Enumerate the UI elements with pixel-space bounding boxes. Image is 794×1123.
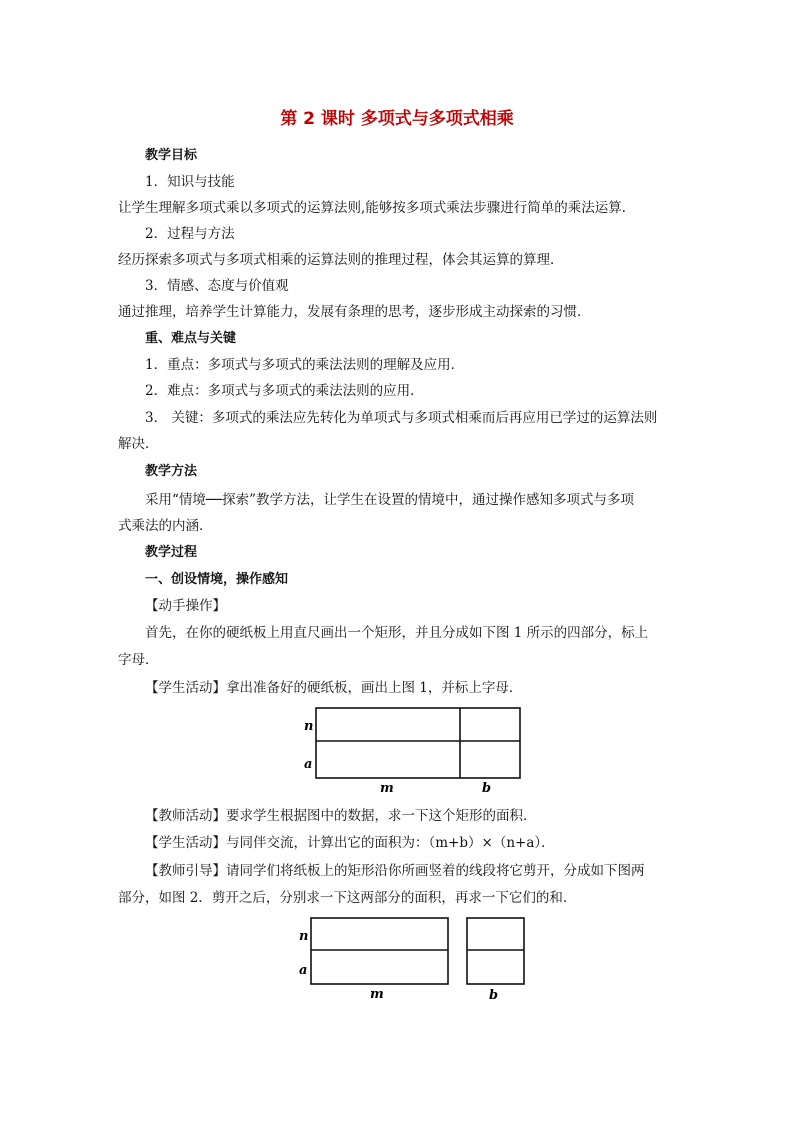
fig2-right-rect bbox=[467, 918, 524, 984]
teacher-guide-cont: 部分，如图 2．剪开之后，分别求一下这两部分的面积，再求一下它们的和． bbox=[118, 890, 577, 906]
student-activity-2: 【学生活动】与同伴交流，计算出它的面积为：（m+b）×（n+a）． bbox=[145, 835, 555, 851]
fig1-label-b: b bbox=[482, 781, 492, 796]
key-point-1: 1．重点：多项式与多项式的乘法法则的理解及应用． bbox=[145, 357, 465, 373]
method-heading: 教学方法 bbox=[145, 464, 198, 479]
goals-heading: 教学目标 bbox=[145, 148, 198, 163]
goal3-text: 通过推理，培养学生计算能力，发展有条理的思考，逐步形成主动探索的习惯． bbox=[118, 304, 591, 320]
figure-1 bbox=[296, 700, 528, 798]
page-title: 第 2 课时 多项式与多项式相乘 bbox=[280, 109, 514, 129]
goal1-text: 让学生理解多项式乘以多项式的运算法则,能够按多项式乘法步骤进行简单的乘法运算． bbox=[118, 200, 636, 216]
section1-heading: 一、创设情境，操作感知 bbox=[145, 572, 289, 587]
key-heading: 重、难点与关键 bbox=[145, 331, 237, 346]
teacher-guide: 【教师引导】请同学们将纸板上的矩形沿你所画竖着的线段将它剪开，分成如下图两 bbox=[145, 863, 645, 879]
key-point-3-cont: 解决． bbox=[118, 436, 159, 452]
hands-on-label: 【动手操作】 bbox=[145, 598, 226, 614]
method-text-cont: 式乘法的内涵． bbox=[118, 518, 213, 534]
fig1-outer-rect bbox=[316, 708, 520, 778]
student-activity-1: 【学生活动】拿出准备好的硬纸板，画出上图 1，并标上字母． bbox=[145, 680, 523, 696]
para1-text: 首先，在你的硬纸板上用直尺画出一个矩形，并且分成如下图 1 所示的四部分，标上 bbox=[145, 625, 649, 641]
fig2-label-a: a bbox=[299, 963, 308, 978]
fig1-label-n: n bbox=[304, 719, 314, 734]
teacher-activity: 【教师活动】要求学生根据图中的数据，求一下这个矩形的面积． bbox=[145, 808, 537, 824]
fig1-label-m: m bbox=[380, 781, 394, 796]
key-point-3: 3． 关键：多项式的乘法应先转化为单项式与多项式相乘而后再应用已学过的运算法则 bbox=[145, 410, 658, 426]
goal3-title: 3．情感、态度与价值观 bbox=[145, 278, 289, 294]
fig1-label-a: a bbox=[304, 757, 313, 772]
method-text: 采用“情境──探索”教学方法，让学生在设置的情境中，通过操作感知多项式与多项 bbox=[145, 492, 635, 508]
goal2-title: 2．过程与方法 bbox=[145, 226, 235, 242]
goal2-text: 经历探索多项式与多项式相乘的运算法则的推理过程，体会其运算的算理． bbox=[118, 252, 564, 268]
figure-2 bbox=[296, 912, 532, 1004]
fig2-label-b: b bbox=[489, 988, 499, 1003]
key-point-2: 2．难点：多项式与多项式的乘法法则的应用． bbox=[145, 383, 424, 399]
para1-text-cont: 字母． bbox=[118, 652, 159, 668]
goal1-title: 1．知识与技能 bbox=[145, 174, 235, 190]
fig2-label-n: n bbox=[299, 929, 309, 944]
process-heading: 教学过程 bbox=[145, 545, 198, 560]
fig2-left-rect bbox=[311, 918, 448, 984]
fig2-label-m: m bbox=[370, 987, 384, 1002]
